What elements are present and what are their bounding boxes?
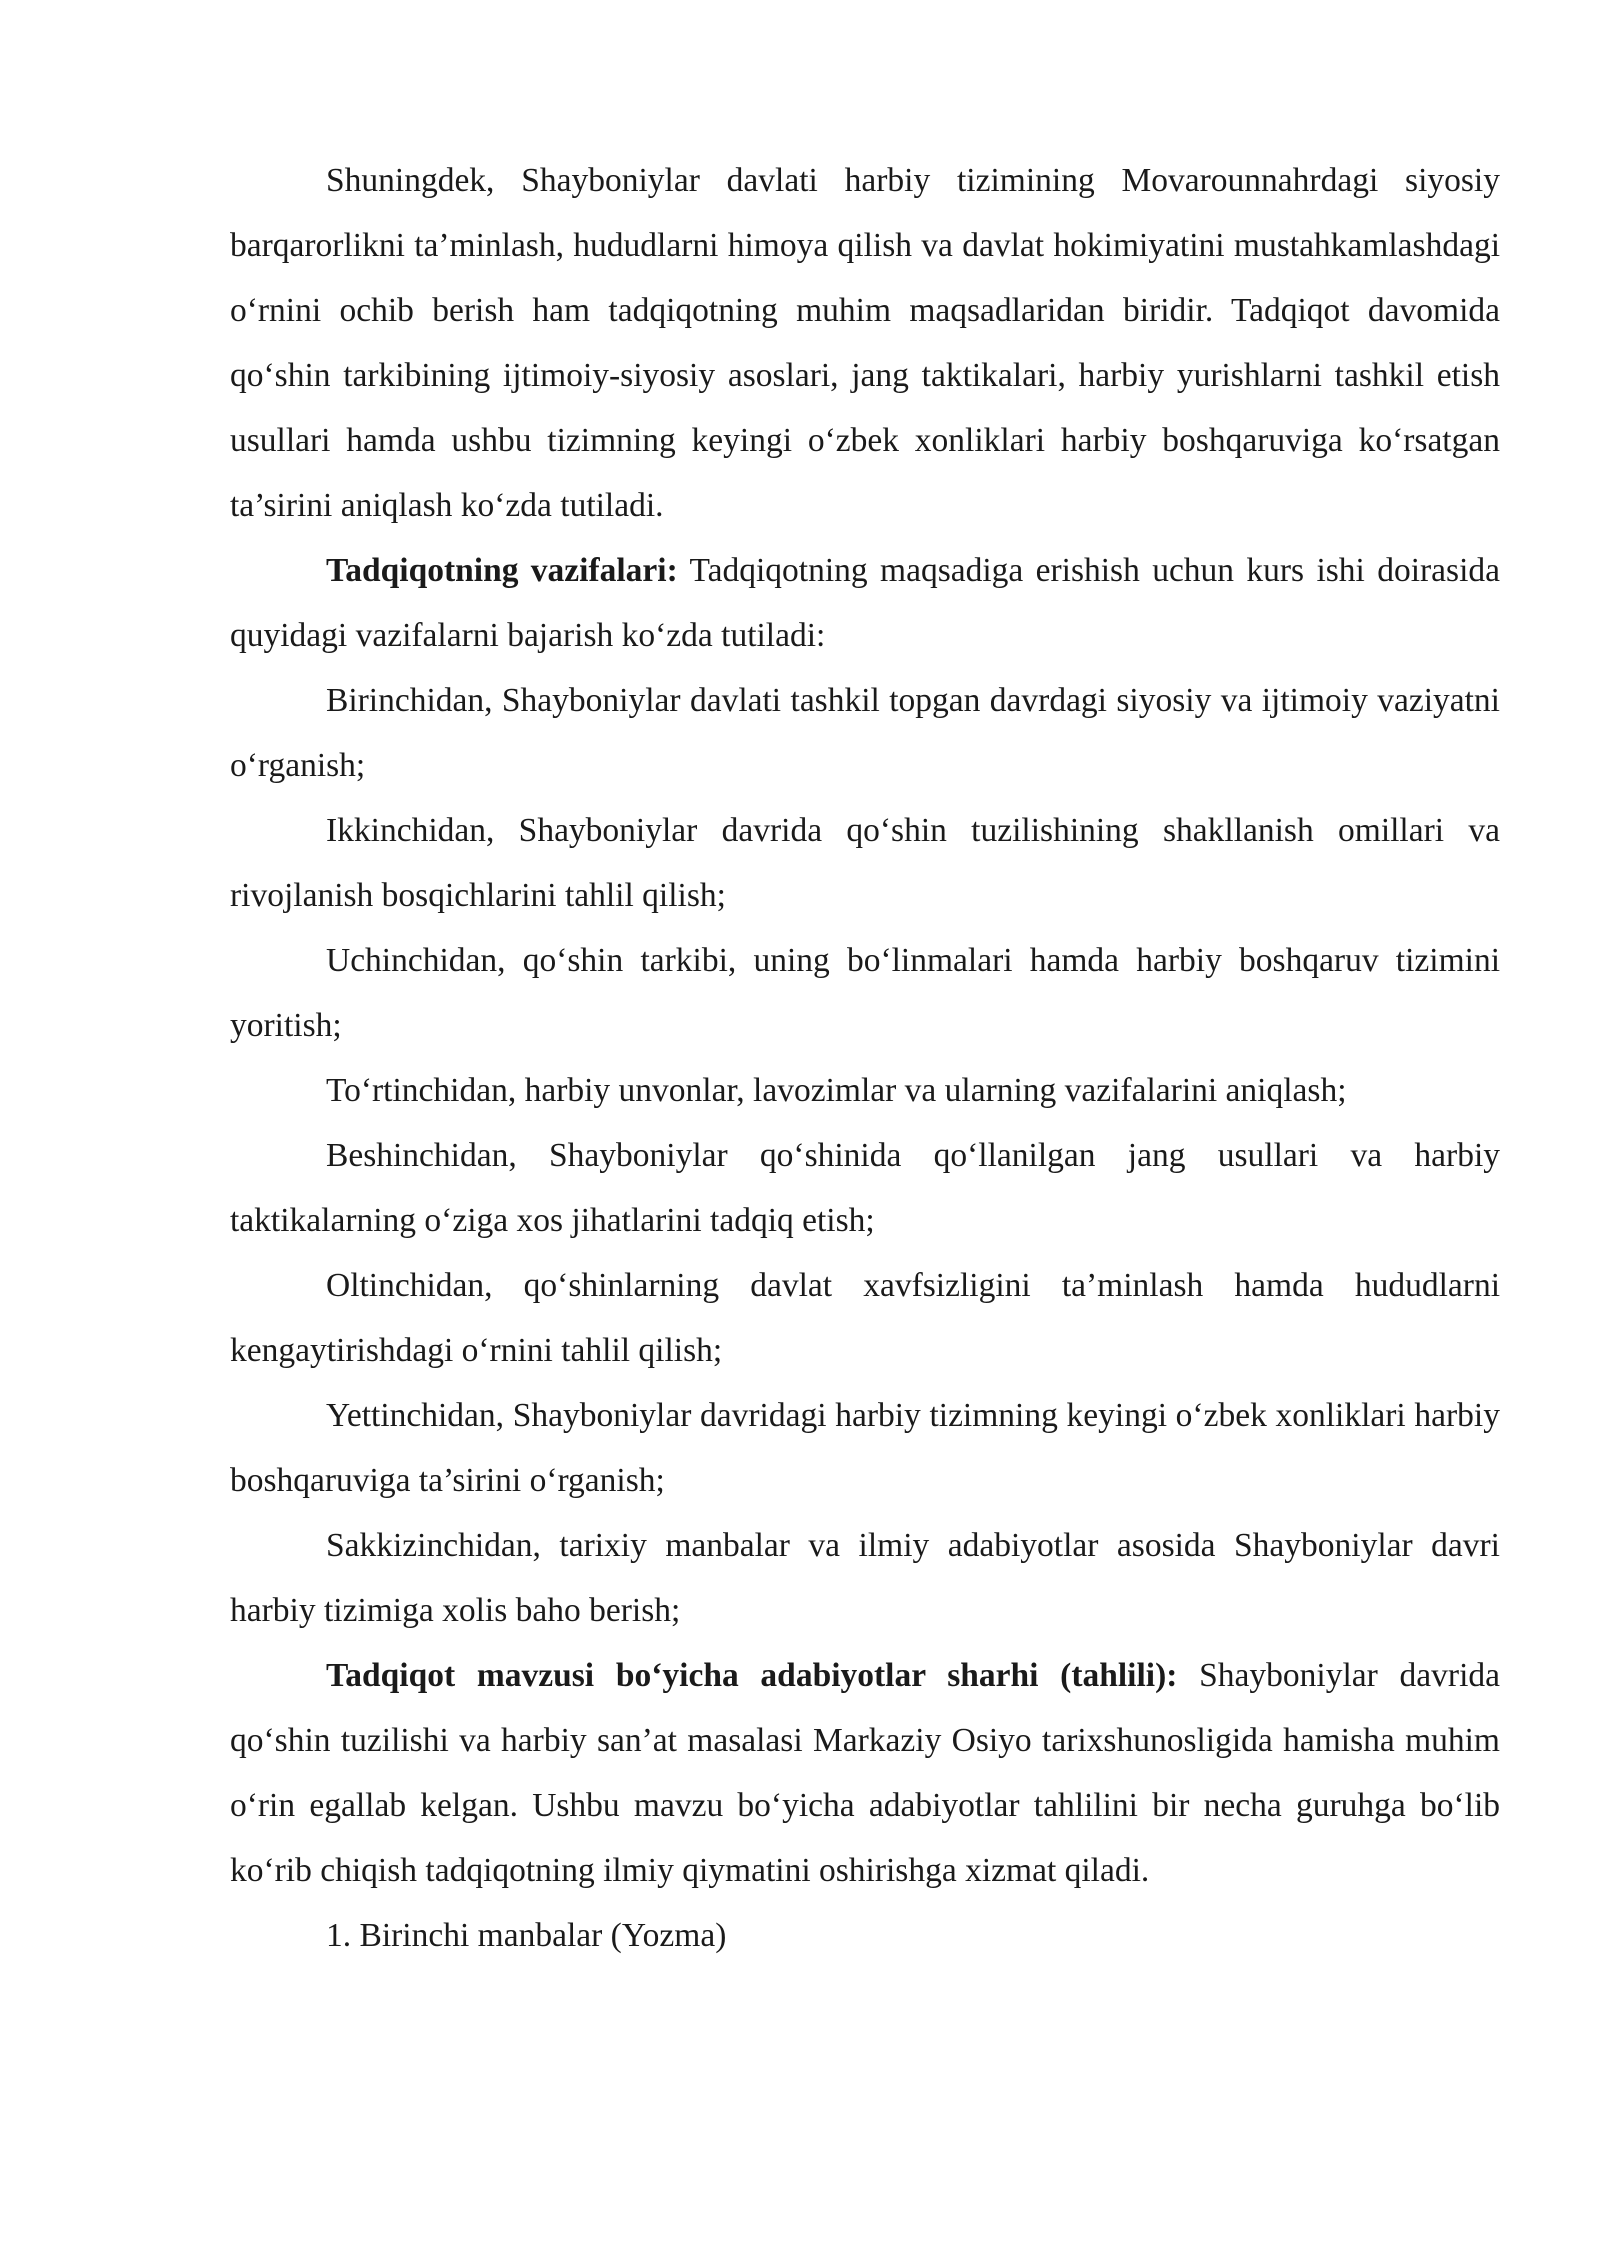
paragraph-text: Birinchidan, Shayboniylar davlati tashkil topgan davrdagi siyosiy va ijtimoiy vaziyatni o‘rganish; bbox=[230, 682, 1500, 784]
paragraph-text: 1. Birinchi manbalar (Yozma) bbox=[326, 1917, 727, 1954]
paragraph-text: Uchinchidan, qo‘shin tarkibi, uning bo‘linmalari hamda harbiy boshqaruv tizimini yoritish; bbox=[230, 942, 1500, 1044]
paragraph-text: Tadqiqotning maqsadiga erishish uchun kurs ishi doirasida quyidagi vazifalarni bajarish ko‘zda tutiladi: bbox=[230, 552, 1500, 654]
paragraph-text: To‘rtinchidan, harbiy unvonlar, lavozimlar va ularning vazifalarini aniqlash; bbox=[326, 1072, 1347, 1109]
paragraph-task-8 bbox=[230, 1513, 1500, 1643]
paragraph-task-2 bbox=[230, 798, 1500, 928]
paragraph-text: Beshinchidan, Shayboniylar qo‘shinida qo‘llanilgan jang usullari va harbiy taktikalarning o‘ziga xos jihatlarini tadqiq etish; bbox=[230, 1137, 1500, 1239]
paragraph-literature-review bbox=[230, 1643, 1500, 1903]
document-page bbox=[230, 148, 1500, 1968]
paragraph-task-3 bbox=[230, 928, 1500, 1058]
paragraph-text: Ikkinchidan, Shayboniylar davrida qo‘shin tuzilishining shakllanish omillari va rivojlanish bosqichlarini tahlil qilish; bbox=[230, 812, 1500, 914]
paragraph-task-6 bbox=[230, 1253, 1500, 1383]
paragraph-purpose bbox=[230, 148, 1500, 538]
paragraph-text: Yettinchidan, Shayboniylar davridagi harbiy tizimning keyingi o‘zbek xonliklari harbiy boshqaruviga ta’sirini o‘rganish; bbox=[230, 1397, 1500, 1499]
paragraph-task-1 bbox=[230, 668, 1500, 798]
paragraph-task-5 bbox=[230, 1123, 1500, 1253]
paragraph-task-7 bbox=[230, 1383, 1500, 1513]
paragraph-list-item-1 bbox=[230, 1903, 1500, 1968]
paragraph-tasks-heading bbox=[230, 538, 1500, 668]
paragraph-task-4 bbox=[230, 1058, 1500, 1123]
paragraph-text: Sakkizinchidan, tarixiy manbalar va ilmiy adabiyotlar asosida Shayboniylar davri harbiy tizimiga xolis baho berish; bbox=[230, 1527, 1500, 1629]
paragraph-bold-lead: Tadqiqotning vazifalari: bbox=[326, 552, 678, 589]
paragraph-text: Shayboniylar davrida qo‘shin tuzilishi va harbiy san’at masalasi Markaziy Osiyo tarixshunosligida hamisha muhim o‘rin egallab kelgan. Ushbu mavzu bo‘yicha adabiyotlar tahlilini bir necha guruhga bo‘lib ko‘rib chiqish tadqiqotning ilmiy qiymatini oshirishga xizmat qiladi. bbox=[230, 1657, 1500, 1889]
paragraph-text: Oltinchidan, qo‘shinlarning davlat xavfsizligini ta’minlash hamda hududlarni kengaytirishdagi o‘rnini tahlil qilish; bbox=[230, 1267, 1500, 1369]
paragraph-bold-lead: Tadqiqot mavzusi bo‘yicha adabiyotlar sharhi (tahlili): bbox=[326, 1657, 1178, 1694]
paragraph-text: Shuningdek, Shayboniylar davlati harbiy tizimining Movarounnahrdagi siyosiy barqarorlikni ta’minlash, hududlarni himoya qilish va davlat hokimiyatini mustahkamlashdagi o‘rnini ochib berish ham tadqiqotning muhim maqsadlaridan biridir. Tadqiqot davomida qo‘shin tarkibining ijtimoiy-siyosiy asoslari, jang taktikalari, harbiy yurishlarni tashkil etish usullari hamda ushbu tizimning keyingi o‘zbek xonliklari harbiy boshqaruviga ko‘rsatgan ta’sirini aniqlash ko‘zda tutiladi. bbox=[230, 162, 1500, 524]
